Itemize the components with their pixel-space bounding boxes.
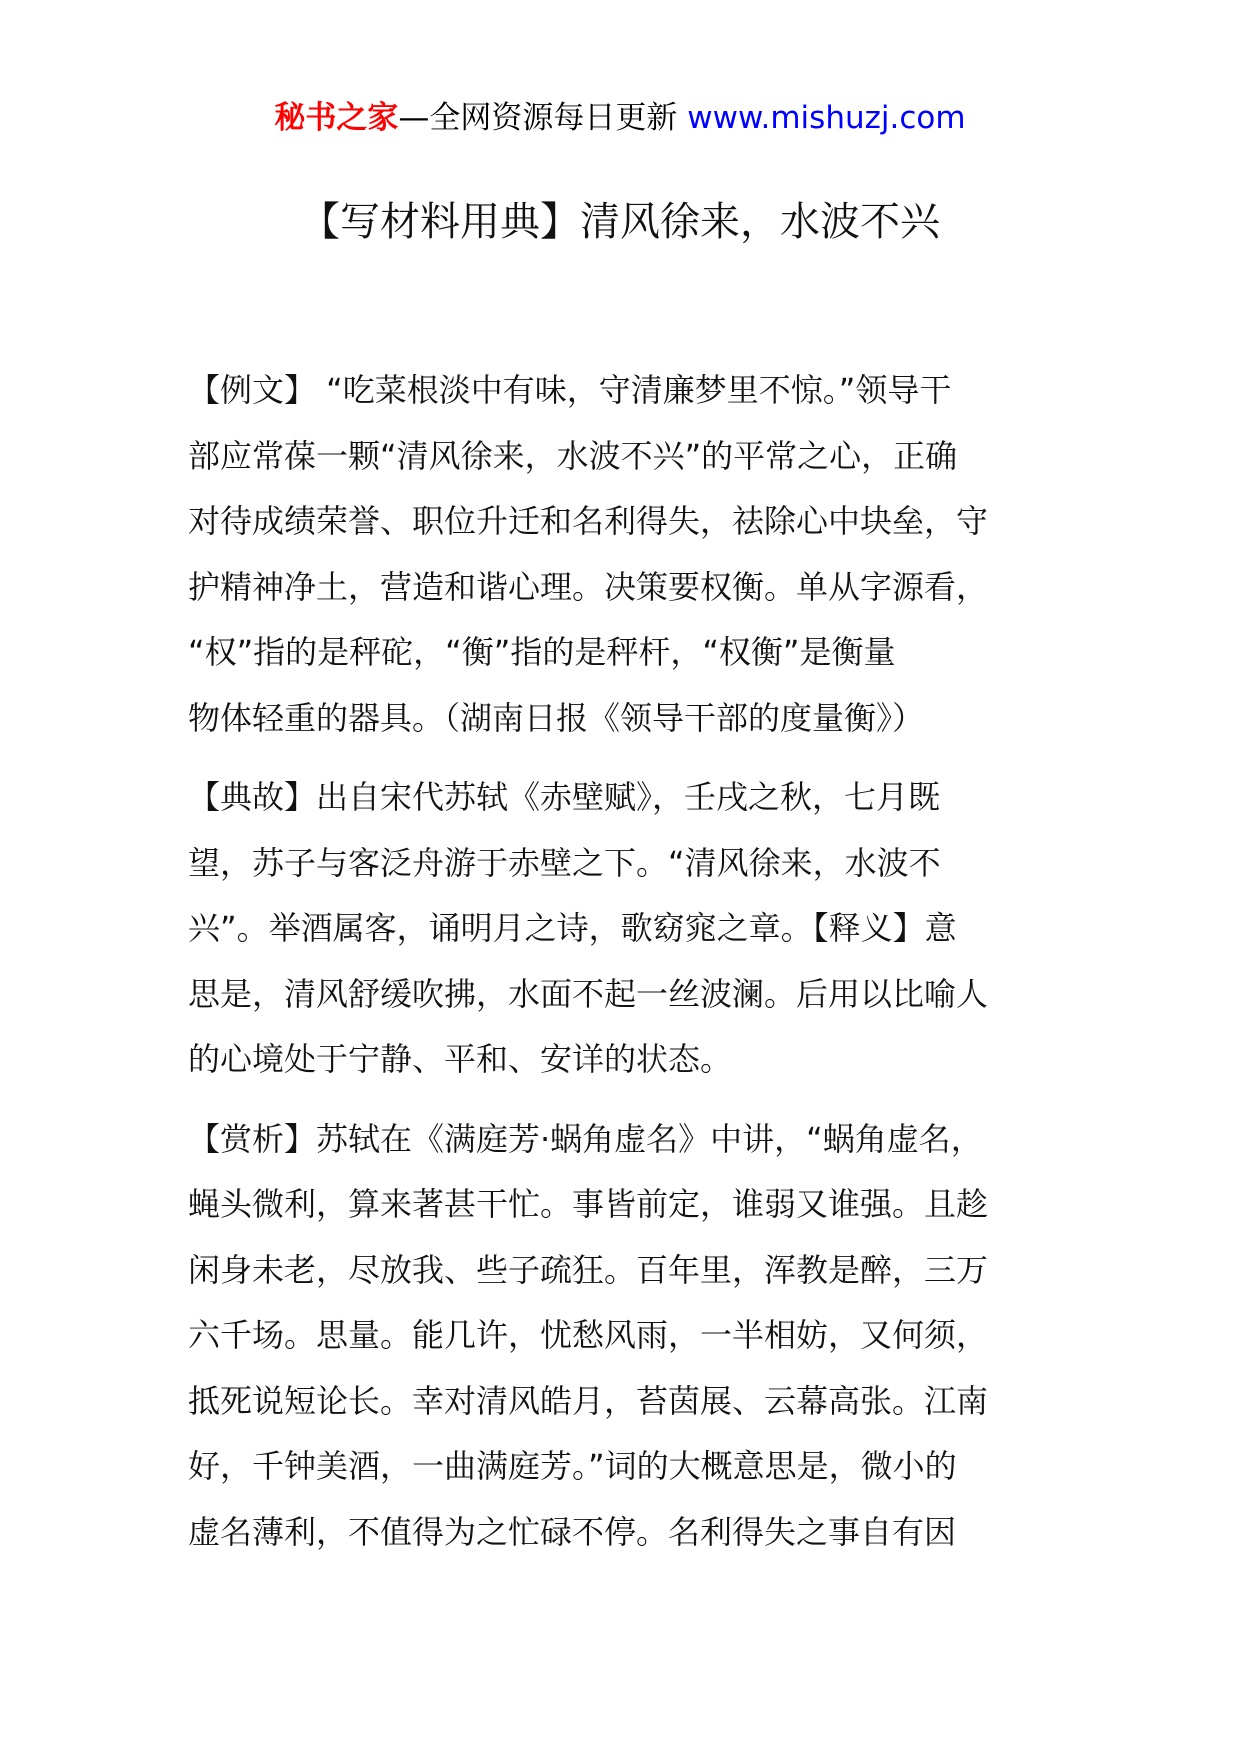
text-line: 六千场。思量。能几许，忧愁风雨，一半相妨，又何须，	[188, 1316, 989, 1354]
site-brand: 秘书之家	[274, 100, 399, 136]
text-line: 抵死说短论长。幸对清风皓月，苔茵展、云幕高张。江南	[188, 1381, 989, 1420]
text-line: 蝇头微利，算来著甚干忙。事皆前定，谁弱又谁强。且趁	[188, 1185, 989, 1223]
text-line: 虚名薄利，不值得为之忙碌不停。名利得失之事自有因	[188, 1512, 957, 1551]
document-title: 【写材料用典】清风徐来，水波不兴	[300, 199, 940, 245]
text-line: 思是，清风舒缓吹拂，水面不起一丝波澜。后用以比喻人	[188, 974, 989, 1013]
paragraph-example	[188, 358, 1048, 751]
text-line: “权”指的是秤砣，“衡”指的是秤杆，“权衡”是衡量	[188, 633, 896, 671]
text-line: 对待成绩荣誉、职位升迁和名利得失，祛除心中块垒，守	[188, 502, 989, 540]
text-line: 护精神净土，营造和谐心理。决策要权衡。单从字源看，	[188, 567, 989, 606]
text-line: 好，千钟美酒，一曲满庭芳。”词的大概意思是，微小的	[188, 1447, 957, 1485]
site-slogan: —全网资源每日更新	[398, 100, 678, 136]
text-line: 兴”。举酒属客，诵明月之诗，歌窈窕之章。【释义】意	[188, 909, 957, 947]
text-line: 【典故】出自宋代苏轼《赤壁赋》，壬戌之秋，七月既	[188, 778, 941, 816]
text-line: 部应常葆一颗“清风徐来，水波不兴”的平常之心，正确	[188, 436, 958, 475]
paragraph-allusion	[188, 765, 1048, 1093]
text-line: 【赏析】苏轼在《满庭芳·蜗角虚名》中讲，“蜗角虚名，	[188, 1119, 983, 1158]
site-url-link[interactable]: www.mishuzj.com	[687, 100, 966, 136]
text-line: 闲身未老，尽放我、些子疏狂。百年里，浑教是醉，三万	[188, 1250, 989, 1289]
text-line: 物体轻重的器具。（湖南日报《领导干部的度量衡》）	[188, 698, 925, 737]
text-line: 的心境处于宁静、平和、安详的状态。	[188, 1040, 733, 1078]
paragraph-appreciation	[188, 1107, 1048, 1566]
text-line: 【例文】 “吃菜根淡中有味，守清廉梦里不惊。”领导干	[188, 371, 952, 409]
text-line: 望，苏子与客泛舟游于赤壁之下。“清风徐来，水波不	[188, 843, 941, 882]
site-header	[0, 98, 1240, 138]
document-body	[188, 358, 1048, 1579]
